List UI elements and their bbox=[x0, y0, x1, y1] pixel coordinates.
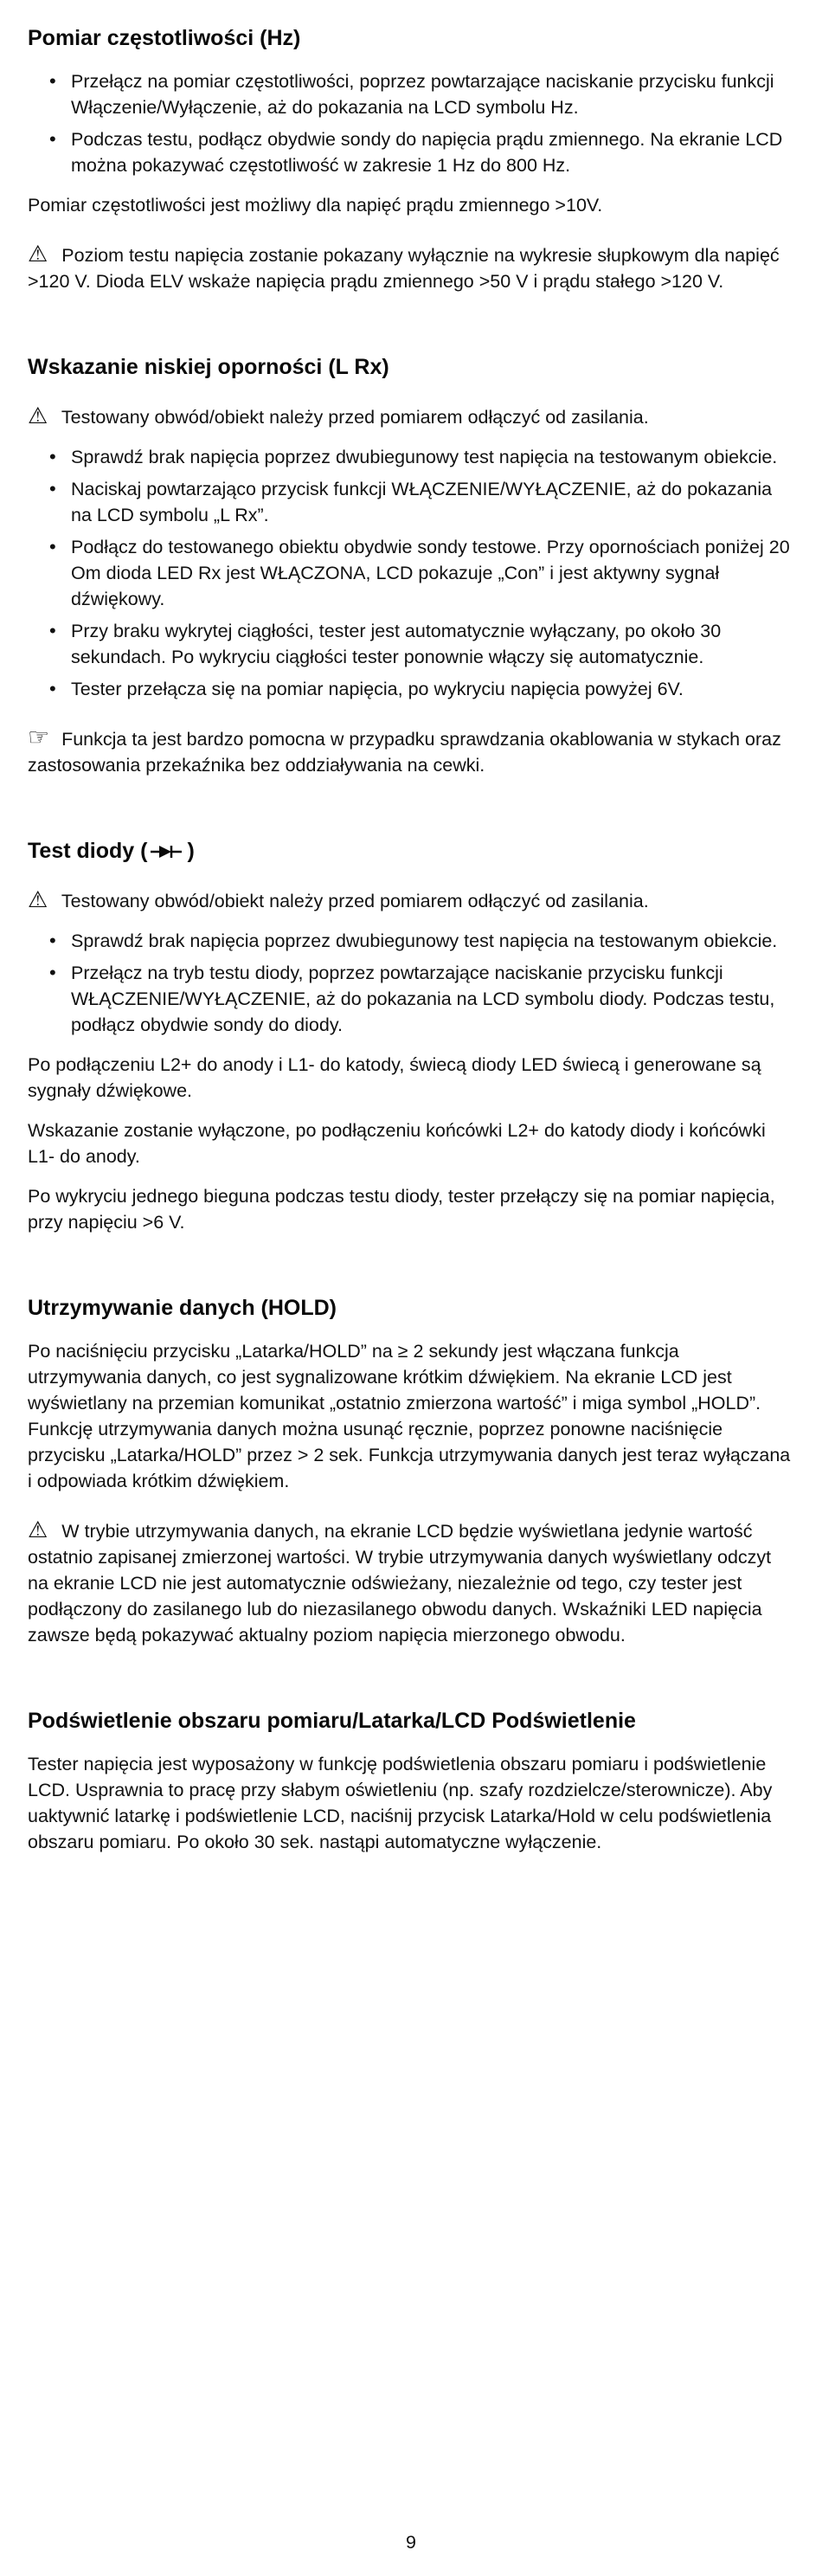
list-item: • Przy braku wykrytej ciągłości, tester jest automatycznie wyłączany, po około 30 sekundach. Po wykryciu ciągłości tester ponownie włączy się automatycznie. bbox=[28, 618, 793, 670]
section-title-backlight: Podświetlenie obszaru pomiaru/Latarka/LCD Podświetlenie bbox=[28, 1709, 636, 1733]
bullet-list bbox=[28, 68, 793, 178]
paragraph: Po wykryciu jednego bieguna podczas testu diody, tester przełączy się na pomiar napięcia, przy napięciu >6 V. bbox=[28, 1186, 775, 1233]
section-title-frequency: Pomiar częstotliwości (Hz) bbox=[28, 26, 301, 50]
list-item: • Sprawdź brak napięcia poprzez dwubiegunowy test napięcia na testowanym obiekcie. bbox=[28, 928, 793, 954]
pointing-hand-icon: ☞ bbox=[28, 724, 50, 750]
bullet-list bbox=[28, 928, 793, 1038]
warning-icon: ⚠ bbox=[28, 241, 48, 267]
list-item: • Sprawdź brak napięcia poprzez dwubiegunowy test napięcia na testowanym obiekcie. bbox=[28, 444, 793, 470]
list-item: • Naciskaj powtarzająco przycisk funkcji WŁĄCZENIE/WYŁĄCZENIE, aż do pokazania na LCD symbolu „L Rx”. bbox=[28, 476, 793, 528]
warning-icon: ⚠ bbox=[28, 1517, 48, 1542]
section-backlight bbox=[28, 1709, 793, 1855]
warning-text: W trybie utrzymywania danych, na ekranie LCD będzie wyświetlana jedynie wartość ostatnio zapisanej zmierzonej wartości. W trybie utrzymywania danych wyświetlany odczyt na ekranie LCD nie jest automatycznie odświeżany, niezależnie od tego, czy tester jest podłączony do zasilanego lub do niezasilanego obwodu danych. Wskaźniki LED napięcia zawsze będą pokazywać aktualny poziom napięcia mierzonego obwodu. bbox=[28, 1521, 772, 1645]
note-text: Funkcja ta jest bardzo pomocna w przypadku sprawdzania okablowania w stykach oraz zastosowania przekaźnika bez oddziaływania na cewki. bbox=[28, 729, 781, 776]
section-data-hold bbox=[28, 1296, 793, 1648]
section-title-diode-test bbox=[28, 839, 793, 864]
list-item: • Podczas testu, podłącz obydwie sondy do napięcia prądu zmiennego. Na ekranie LCD można pokazywać częstotliwość w zakresie 1 Hz do 800 Hz. bbox=[28, 126, 793, 178]
list-item: • Przełącz na tryb testu diody, poprzez powtarzające naciskanie przycisku funkcji WŁĄCZENIE/WYŁĄCZENIE, aż do pokazania na LCD symbolu diody. Podczas testu, podłącz obydwie sondy do diody. bbox=[28, 960, 793, 1038]
warning-paragraph bbox=[28, 886, 793, 914]
section-title-data-hold: Utrzymywanie danych (HOLD) bbox=[28, 1296, 337, 1320]
list-item: • Tester przełącza się na pomiar napięcia, po wykryciu napięcia powyżej 6V. bbox=[28, 676, 793, 702]
section-title-prefix: Test diody ( bbox=[28, 839, 148, 863]
section-diode-test bbox=[28, 839, 793, 1235]
section-title-low-resistance: Wskazanie niskiej oporności (L Rx) bbox=[28, 355, 389, 379]
diode-symbol-icon bbox=[150, 844, 184, 860]
paragraph: Pomiar częstotliwości jest możliwy dla napięć prądu zmiennego >10V. bbox=[28, 195, 603, 216]
note-paragraph bbox=[28, 724, 793, 778]
warning-icon: ⚠ bbox=[28, 402, 48, 428]
list-item: • Przełącz na pomiar częstotliwości, poprzez powtarzające naciskanie przycisku funkcji Włączenie/Wyłączenie, aż do pokazania na LCD symbolu Hz. bbox=[28, 68, 793, 120]
paragraph: Wskazanie zostanie wyłączone, po podłączeniu końcówki L2+ do katody diody i końcówki L1- do anody. bbox=[28, 1120, 766, 1167]
warning-text: Testowany obwód/obiekt należy przed pomiarem odłączyć od zasilania. bbox=[61, 891, 649, 911]
list-item: • Podłącz do testowanego obiektu obydwie sondy testowe. Przy opornościach poniżej 20 Om dioda LED Rx jest WŁĄCZONA, LCD pokazuje „Con” i jest aktywny sygnał dźwiękowy. bbox=[28, 534, 793, 612]
section-low-resistance bbox=[28, 355, 793, 778]
page-number: 9 bbox=[406, 2532, 416, 2553]
paragraph: Po podłączeniu L2+ do anody i L1- do katody, świecą diody LED świecą i generowane są sygnały dźwiękowe. bbox=[28, 1054, 761, 1101]
warning-text: Poziom testu napięcia zostanie pokazany wyłącznie na wykresie słupkowym dla napięć >120 V. Dioda ELV wskaże napięcia prądu zmiennego >50 V i prądu stałego >120 V. bbox=[28, 245, 780, 292]
warning-icon: ⚠ bbox=[28, 886, 48, 912]
section-title-suffix: ) bbox=[187, 839, 195, 863]
paragraph: Tester napięcia jest wyposażony w funkcję podświetlenia obszaru pomiaru i podświetlenie LCD. Usprawnia to pracę przy słabym oświetleniu (np. szafy rozdzielcze/sterownicze). Aby uaktywnić latarkę i podświetlenie LCD, naciśnij przycisk Latarka/Hold w celu podświetlenia obszaru pomiaru. Po około 30 sek. nastąpi automatyczne wyłączenie. bbox=[28, 1754, 773, 1852]
warning-text: Testowany obwód/obiekt należy przed pomiarem odłączyć od zasilania. bbox=[61, 407, 649, 428]
paragraph: Po naciśnięciu przycisku „Latarka/HOLD” na ≥ 2 sekundy jest włączana funkcja utrzymywania danych, co jest sygnalizowane krótkim dźwiękiem. Na ekranie LCD jest wyświetlany na przemian komunikat „ostatnio zmierzona wartość” i miga symbol „HOLD”. Funkcję utrzymywania danych można usunąć ręcznie, poprzez ponowne naciśnięcie przycisku „Latarka/HOLD” przez > 2 sek. Funkcja utrzymywania danych jest teraz wyłączana i odpowiada krótkim dźwiękiem. bbox=[28, 1341, 791, 1491]
warning-paragraph bbox=[28, 402, 793, 430]
warning-paragraph bbox=[28, 241, 793, 294]
bullet-list bbox=[28, 444, 793, 702]
section-frequency-measurement bbox=[28, 26, 793, 294]
warning-paragraph bbox=[28, 1517, 793, 1648]
